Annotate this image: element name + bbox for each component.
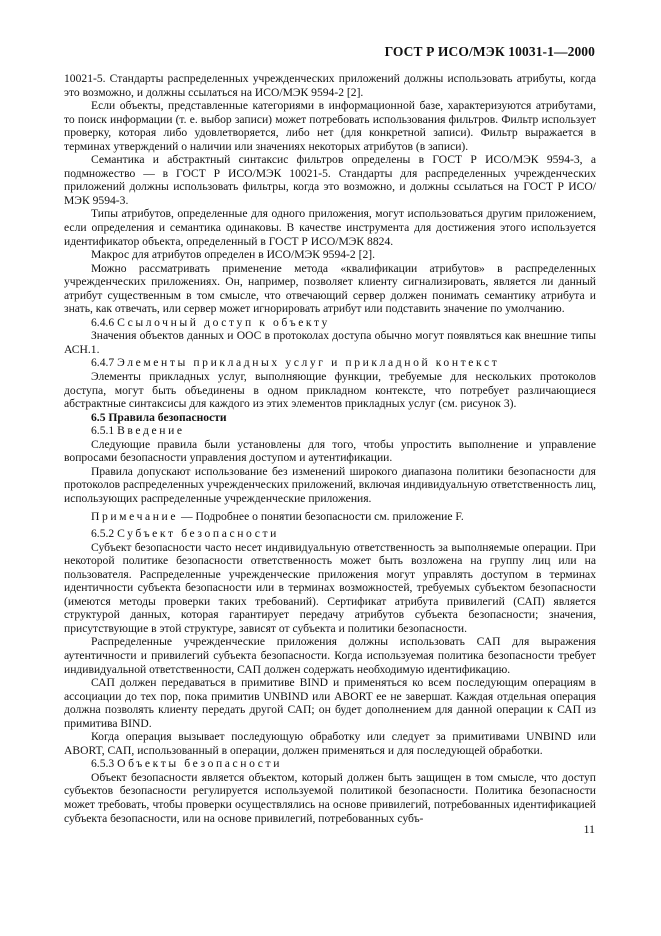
section-title: Введение xyxy=(117,424,185,438)
paragraph-pac-followup: Когда операция вызывает последующую обработку или следует за примитивами UNBIND или ABORT, САП, использованный в операции, должен применяться и для последующей обработки. xyxy=(64,730,596,757)
section-title: Объекты безопасности xyxy=(117,757,282,771)
section-number: 6.4.6 xyxy=(91,315,115,329)
page-number: 11 xyxy=(583,822,595,836)
section-heading-6-5: 6.5 Правила безопасности xyxy=(91,410,227,424)
paragraph-attribute-qualification: Можно рассматривать применение метода «квалификации атрибутов» в распределенных учрежденческих приложениях. Он, например, позволяет клиенту сигнализировать, является ли данный атрибут существенным в том смысле, что отвечающий сервер должен понимать семантику атрибута и знать, как отвечать, или сервер может игнорировать атрибут или подставить значение по умолчанию. xyxy=(64,261,596,316)
paragraph-pac-bind: САП должен передаваться в примитиве BIND и применяться ко всем последующим операциям в ассоциации до тех пор, пока примитив UNBIND или ABORT ее не завершат. Каждая отдельная операция должна позволять клиенту передать другой САП; он будет дополнением для данной операции к САП из примитива BIND. xyxy=(64,676,596,730)
document-header: ГОСТ Р ИСО/МЭК 10031-1—2000 xyxy=(384,44,595,59)
section-title: Элементы прикладных услуг и прикладной контекст xyxy=(117,356,500,370)
section-heading-6-4-7 xyxy=(64,356,596,370)
page-body xyxy=(64,72,596,825)
section-number: 6.5.1 xyxy=(91,424,115,438)
paragraph-pac-usage: Распределенные учрежденческие приложения должны использовать САП для выражения аутентичности и привилегий субъекта безопасности. Когда используемая политика безопасности требует индивидуальной ответственности, САП должен содержать необходимую идентификацию. xyxy=(64,635,596,676)
paragraph-macro: Макрос для атрибутов определен в ИСО/МЭК 9594-2 [2]. xyxy=(91,248,376,262)
section-number: 6.5.3 xyxy=(91,757,115,771)
note xyxy=(64,510,596,524)
note-text: — Подробнее о понятии безопасности см. приложение F. xyxy=(178,509,464,523)
paragraph-attribute-types: Типы атрибутов, определенные для одного приложения, могут использоваться другим приложением, если определения и семантика одинаковы. В качестве инструмента для достижения этого используется идентификатор объекта, определенный в ГОСТ Р ИСО/МЭК 8824. xyxy=(64,207,596,248)
paragraph-rules-policy: Правила допускают использование без изменений широкого диапазона политики безопасности для протоколов распределенных учрежденческих приложений, включая индивидуальную ответственность лиц, использующих распределенные учрежденческие приложения. xyxy=(64,464,596,505)
section-number: 6.4.7 xyxy=(91,356,115,370)
note-label: Примечание xyxy=(91,509,179,523)
paragraph-rules-intro: Следующие правила были установлены для того, чтобы упростить выполнение и управление вопросами безопасности управления доступом и аутентификации. xyxy=(64,437,596,465)
section-heading-6-5-3 xyxy=(64,757,596,771)
section-heading-6-5-2 xyxy=(64,527,596,541)
paragraph-reference-access: Значения объектов данных и ООС в протоколах доступа обычно могут появляться как внешние типы АСН.1. xyxy=(64,329,596,356)
paragraph-continued: 10021-5. Стандарты распределенных учрежденческих приложений должны использовать атрибуты, когда это возможно, и должны ссылаться на ИСО/МЭК 9594-2 [2]. xyxy=(64,72,596,99)
paragraph-security-objects: Объект безопасности является объектом, который должен быть защищен в том смысле, что доступ субъектов безопасности регулируется используемой политикой безопасности. Политика безопасности может требовать, чтобы проверки осуществлялись на основе привилегий, потребованных идентификацией субъекта безопасности, или на основе привилегий, потребованных субъ- xyxy=(64,770,596,825)
paragraph-filters: Если объекты, представленные категориями в информационной базе, характеризуются атрибутами, то поиск информации (т. е. выбор записи) может потребовать использования фильтров. Фильтр использует проверку, которая либо удовлетворяется, либо нет (для конкретной записи). Фильтр выражается в терминах утверждений о наличии или значениях некоторых атрибутов (в записи). xyxy=(64,99,596,153)
paragraph-application-elements: Элементы прикладных услуг, выполняющие функции, требуемые для нескольких протоколов доступа, могут быть объединены в одном прикладном контексте, что потребует различающиеся абстрактные синтаксисы для каждого из этих элементов прикладных услуг (см. рисунок 3). xyxy=(64,370,596,411)
section-number: 6.5.2 xyxy=(91,527,115,541)
paragraph-security-subject: Субъект безопасности часто несет индивидуальную ответственность за выполняемые операции. При некоторой политике безопасности ответственность может быть возложена на группу лиц или на пользователя. Распределенные учрежденческие приложения могут управлять доступом в терминах идентичности субъекта безопасности или в терминах возможностей, требуемых субъектом безопасности (имеются методы проверки таких требований). Сертификат атрибута привилегий (САП) является структурой данных, которая гарантирует передачу атрибутов субъекта безопасности; значения, присутствующие в этой структуре, зависят от субъекта и политики безопасности. xyxy=(64,540,596,635)
section-heading-6-5-1 xyxy=(64,424,596,438)
section-title: Субъект безопасности xyxy=(117,527,279,541)
paragraph-filter-semantics: Семантика и абстрактный синтаксис фильтров определены в ГОСТ Р ИСО/МЭК 9594-3, а подмножество — в ГОСТ Р ИСО/МЭК 10021-5. Стандарты для распределенных учрежденческих приложений должны использовать фильтры, когда это возможно, и должны ссылаться на ГОСТ Р ИСО/МЭК 9594-3. xyxy=(64,153,596,207)
section-title: Ссылочный доступ к объекту xyxy=(117,315,330,329)
section-heading-6-4-6 xyxy=(64,316,596,330)
